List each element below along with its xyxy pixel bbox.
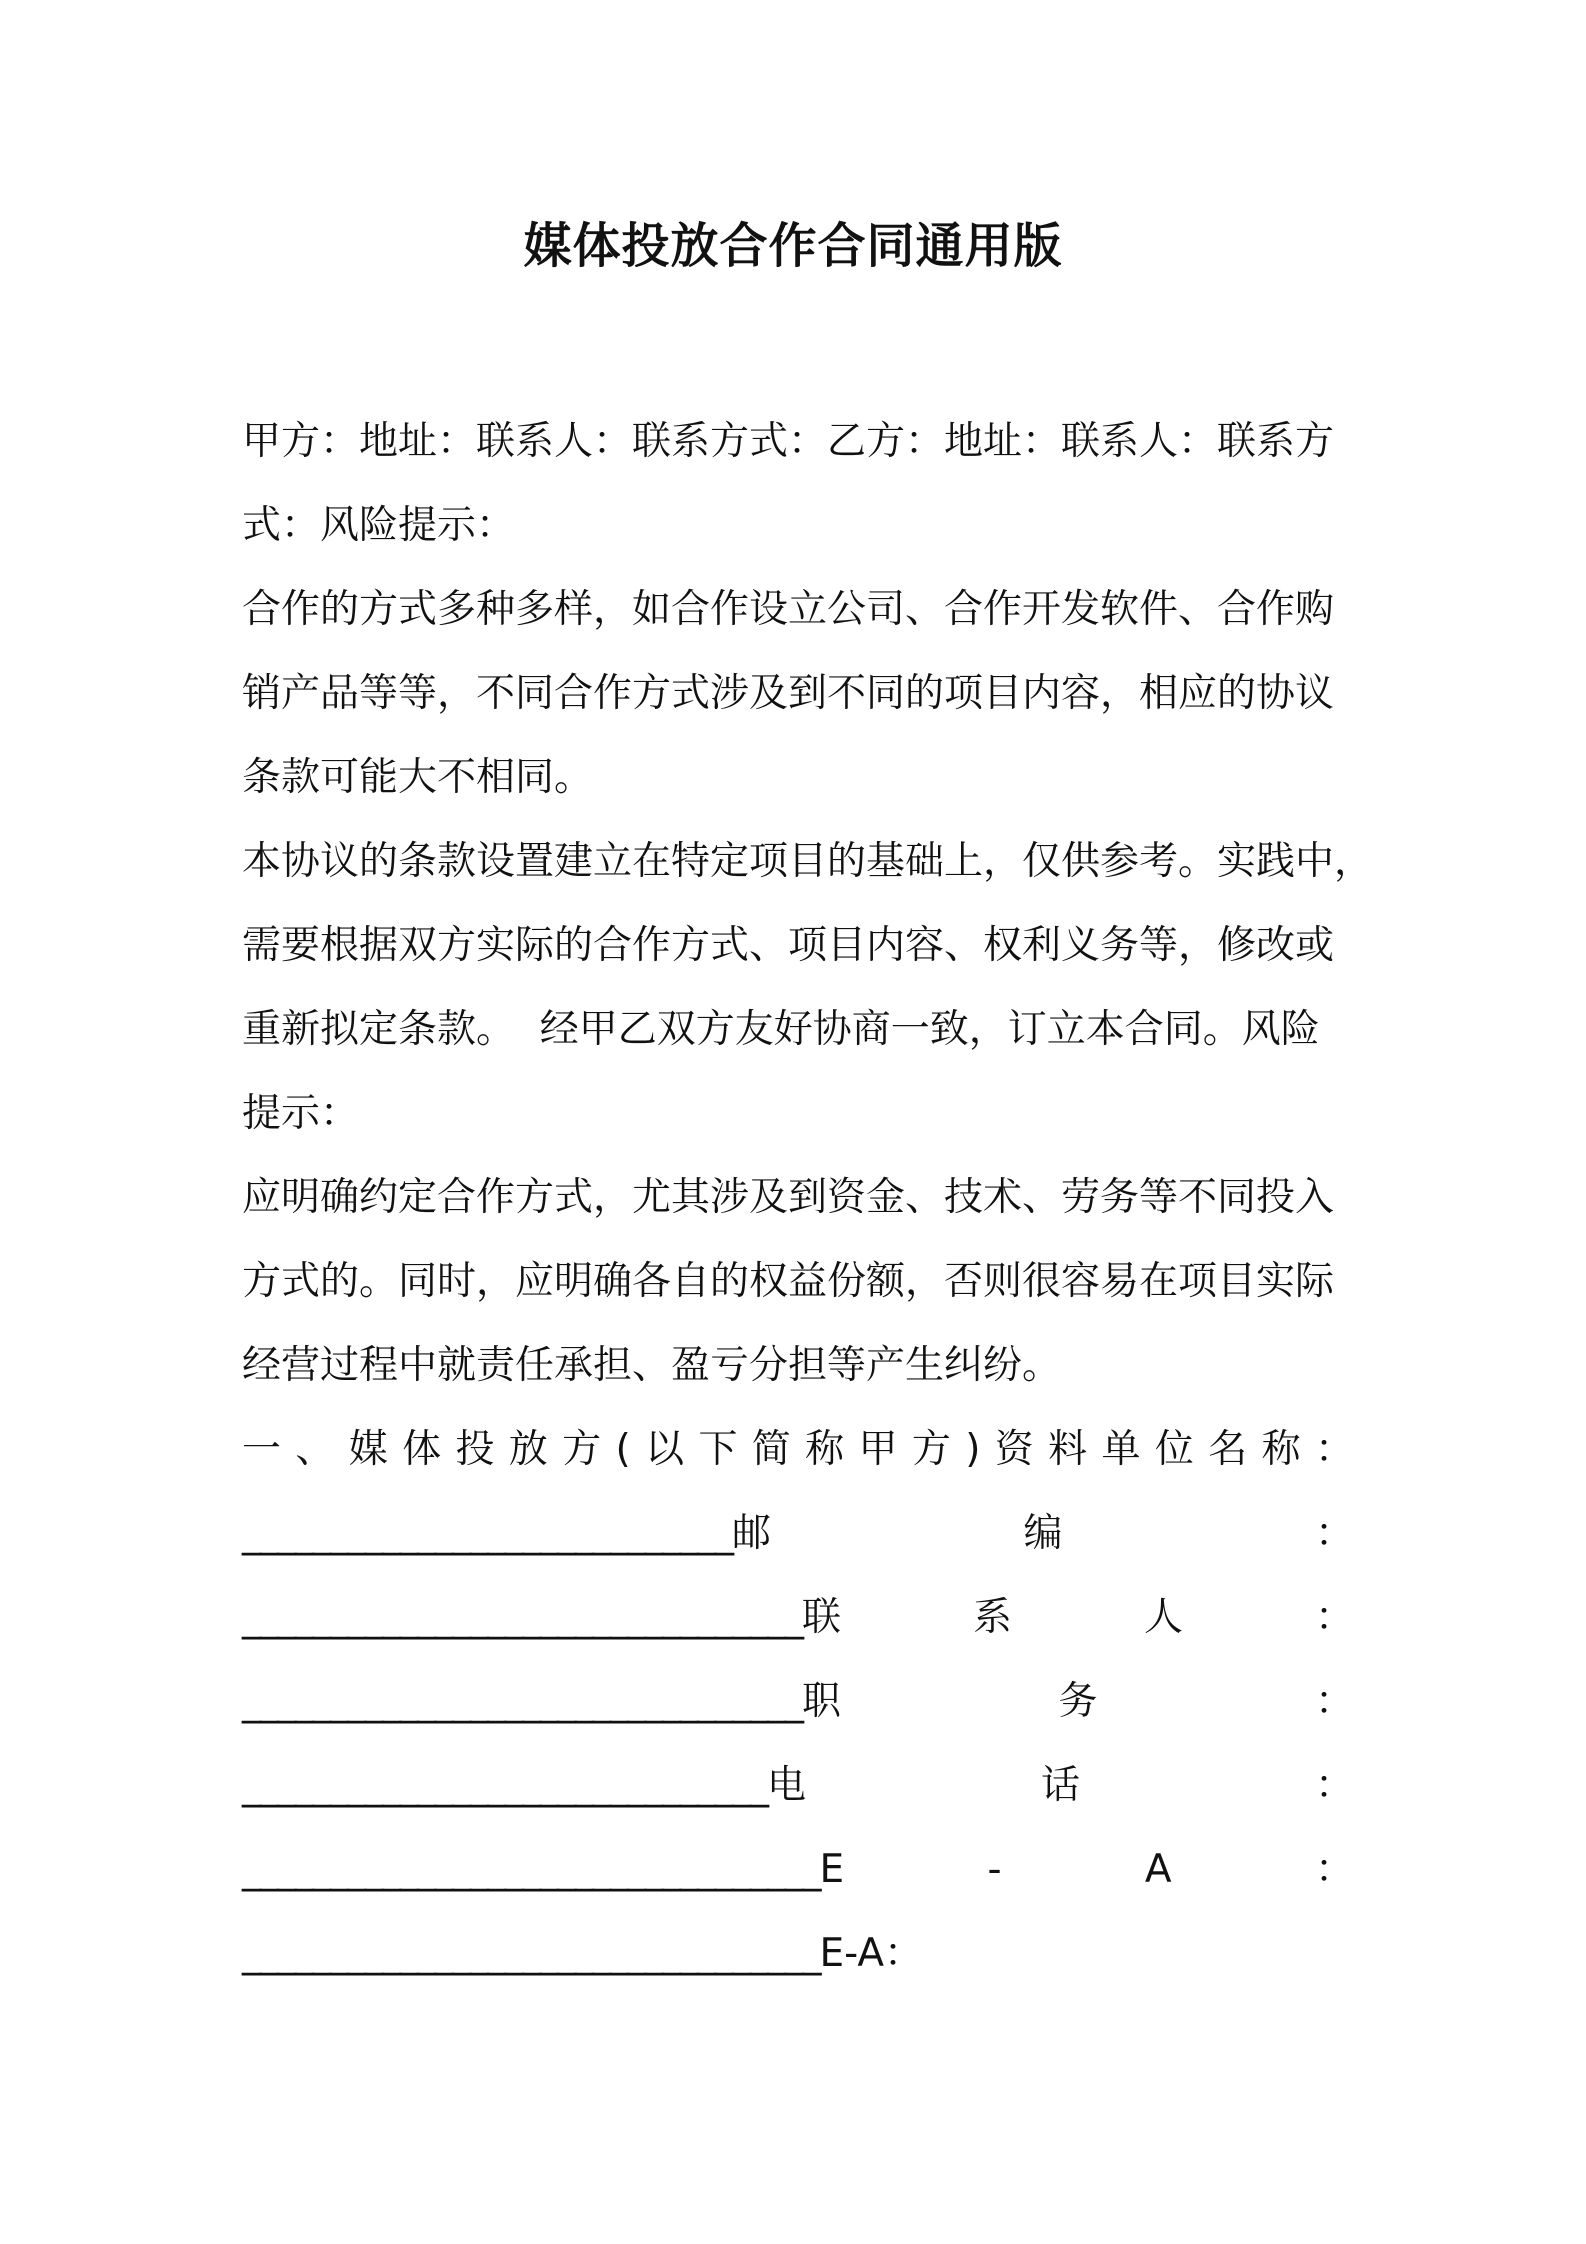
char: 务 — [1058, 1679, 1098, 1724]
cooperation-note-line-1: 合作的方式多种多样，如合作设立公司、合作开发软件、合作购 — [242, 587, 1335, 632]
section-1-heading-chars — [242, 1420, 1354, 1480]
field-label-postcode-chars — [802, 1588, 1354, 1648]
char: ： — [1314, 1763, 1354, 1808]
char: ： — [1314, 1847, 1354, 1892]
field-label-postcode — [802, 1588, 1354, 1648]
party-info-line-1: 甲方：地址：联系人：联系方式：乙方：地址：联系人：联系方 — [242, 419, 1335, 464]
char: ： — [1314, 1427, 1354, 1472]
char: 料 — [1048, 1427, 1088, 1472]
char: 投 — [455, 1427, 495, 1472]
char: 以 — [645, 1427, 685, 1472]
char: A — [1144, 1847, 1172, 1892]
field-phone-line — [242, 1840, 1354, 1900]
char: 位 — [1154, 1427, 1194, 1472]
party-info-line-2: 式：风险提示： — [242, 503, 516, 548]
char: 人 — [1143, 1595, 1183, 1640]
email-blank[interactable]: _________________________________ — [242, 1931, 820, 1976]
field-label-address-chars — [732, 1504, 1354, 1564]
char: 联 — [802, 1595, 842, 1640]
char: E — [819, 1847, 845, 1892]
char: - — [987, 1847, 1002, 1892]
char: 单 — [1101, 1427, 1141, 1472]
char: 体 — [402, 1427, 442, 1472]
agreement-note-line-2: 需要根据双方实际的合作方式、项目内容、权利义务等，修改或 — [242, 923, 1335, 968]
char: 方 — [562, 1427, 602, 1472]
field-postcode-line — [242, 1588, 1354, 1648]
field-position-line — [242, 1756, 1354, 1816]
char: ) — [965, 1427, 981, 1472]
char: 称 — [1261, 1427, 1301, 1472]
char: ( — [615, 1427, 631, 1472]
char: 放 — [508, 1427, 548, 1472]
phone-blank[interactable]: _________________________________ — [242, 1847, 820, 1892]
char: 系 — [972, 1595, 1012, 1640]
document-title: 媒体投放合作合同通用版 — [523, 218, 1063, 274]
char: 编 — [1023, 1511, 1063, 1556]
field-email-line — [242, 1924, 1354, 1984]
field-label-position — [767, 1756, 1354, 1816]
char: 电 — [767, 1763, 807, 1808]
agreement-note-line-3: 重新拟定条款。 经甲乙双方友好协商一致，订立本合同。风险 — [242, 1007, 1320, 1052]
char: 资 — [994, 1427, 1034, 1472]
risk-note-line-1: 应明确约定合作方式，尤其涉及到资金、技术、劳务等不同投入 — [242, 1175, 1335, 1220]
field-label-contact — [802, 1672, 1354, 1732]
char: 名 — [1208, 1427, 1248, 1472]
field-address-line — [242, 1504, 1354, 1564]
char: 简 — [751, 1427, 791, 1472]
char: 话 — [1040, 1763, 1080, 1808]
agreement-note-line-1: 本协议的条款设置建立在特定项目的基础上，仅供参考。实践中， — [242, 839, 1374, 884]
position-blank[interactable]: ______________________________ — [242, 1763, 767, 1808]
agreement-note-line-4: 提示： — [242, 1091, 360, 1136]
address-blank[interactable]: ____________________________ — [242, 1511, 732, 1556]
field-label-contact-chars — [802, 1672, 1354, 1732]
char: 称 — [805, 1427, 845, 1472]
char: 邮 — [732, 1511, 772, 1556]
char: 一 — [242, 1427, 282, 1472]
cooperation-note-line-2: 销产品等等，不同合作方式涉及到不同的项目内容，相应的协议 — [242, 671, 1335, 716]
char: 方 — [911, 1427, 951, 1472]
field-label-address — [732, 1504, 1354, 1564]
char: 下 — [698, 1427, 738, 1472]
risk-note-line-2: 方式的。同时，应明确各自的权益份额，否则很容易在项目实际 — [242, 1259, 1335, 1304]
field-label-phone — [820, 1840, 1355, 1900]
risk-note-line-3: 经营过程中就责任承担、盈亏分担等产生纠纷。 — [242, 1343, 1062, 1388]
field-label-position-chars — [767, 1756, 1354, 1816]
char: 职 — [802, 1679, 842, 1724]
postcode-blank[interactable]: ________________________________ — [242, 1595, 802, 1640]
field-label-email: E-A： — [819, 1931, 924, 1976]
char: ： — [1314, 1595, 1354, 1640]
char: 、 — [295, 1427, 335, 1472]
field-contact-line — [242, 1672, 1354, 1732]
char: 媒 — [348, 1427, 388, 1472]
char: ： — [1314, 1511, 1354, 1556]
section-1-heading — [242, 1420, 1354, 1480]
char: 甲 — [858, 1427, 898, 1472]
field-label-phone-chars — [820, 1840, 1355, 1900]
contact-blank[interactable]: ________________________________ — [242, 1679, 802, 1724]
char: ： — [1314, 1679, 1354, 1724]
cooperation-note-line-3: 条款可能大不相同。 — [242, 755, 594, 800]
